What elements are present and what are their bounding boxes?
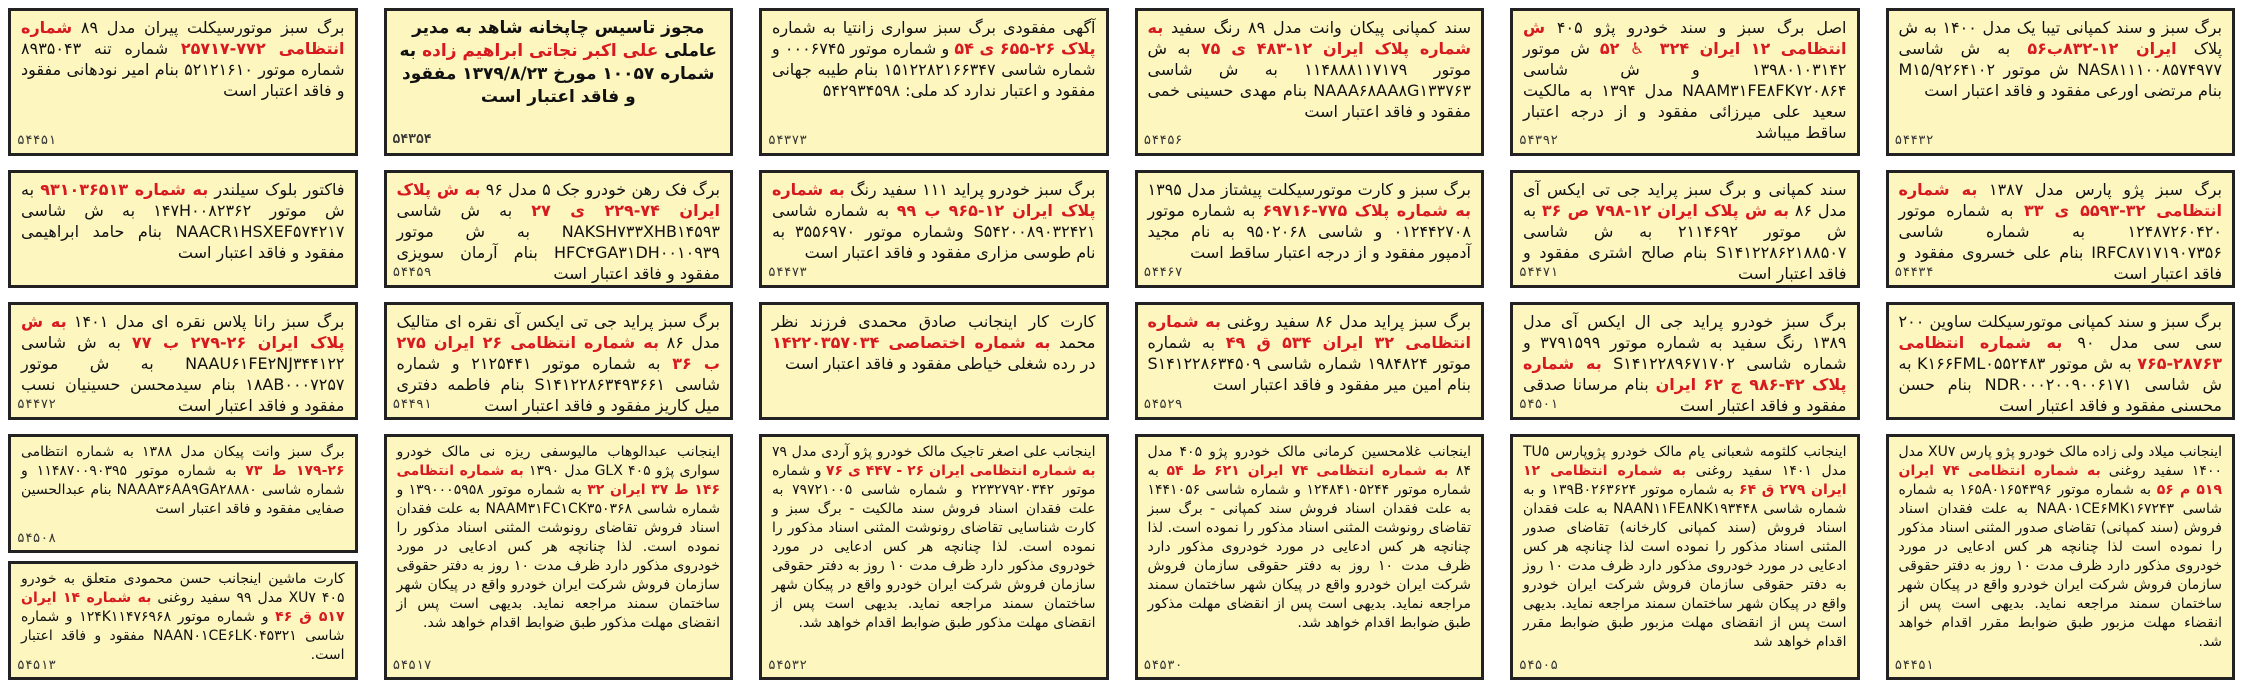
classified-ad [384, 302, 734, 420]
ad-highlight-text: به شماره پلاک ایران ۱۲-۴۸۳ ی ۷۵ [1147, 18, 1471, 58]
classified-ad [759, 170, 1109, 288]
classified-ad [1510, 8, 1860, 156]
ad-body-text: اینجانب علی اصغر تاجیک مالک خودرو پژو آردی مدل ۷۹ [772, 444, 1096, 460]
classified-ad [1135, 8, 1485, 156]
ad-cell [759, 302, 1109, 420]
ad-cell [384, 434, 734, 680]
classified-ad [1886, 434, 2236, 680]
ad-body-text: کارت کار اینجانب صادق محمدی فرزند نظر محمد [772, 312, 1096, 352]
ad-code: ۵۴۵۲۹ [1143, 397, 1183, 412]
classified-ad [8, 561, 358, 680]
ad-cell [384, 170, 734, 288]
ad-cell [8, 434, 358, 680]
ad-body-text: اینجانب کلثومه شعبانی یام مالک خودرو پژوپارس TU۵ مدل ۱۴۰۱ سفید روغنی [1523, 444, 1847, 479]
ad-cell [1886, 170, 2236, 288]
ad-highlight-text: علی اکبر نجاتی ابراهیم زاده [422, 41, 659, 61]
classified-ad [8, 170, 358, 288]
ad-cell [1135, 302, 1485, 420]
ad-cell [1886, 434, 2236, 680]
ad-cell [8, 8, 358, 156]
ad-highlight-text: به شماره انتظامی ۷۴ ایران ۵۱۹ م ۵۶ [1898, 463, 2222, 498]
ad-body-text: آگهی مفقودی برگ سبز سواری زانتیا به شماره [772, 18, 1096, 37]
ad-cell [8, 302, 358, 420]
ad-highlight-text: ش انتظامی ۱۲ ایران ۳۲۴ ♿ ۵۲ [1523, 18, 1847, 58]
ad-body-text: اینجانب میلاد ولی زاده مالک خودرو پژو پارس XU۷ مدل ۱۴۰۰ سفید روغنی [1898, 444, 2222, 479]
ad-highlight-text: به شماره پلاک ۴۲-۹۸۶ ج ۶۲ ایران [1523, 354, 1847, 394]
ad-cell [759, 170, 1109, 288]
classified-ad [1510, 434, 1860, 680]
ad-body-text: اصل برگ سبز و سند خودرو پژو ۴۰۵ [1545, 18, 1847, 37]
ad-body-text: برگ سبز پژو پارس مدل ۱۳۸۷ [1977, 180, 2223, 199]
classified-ad [759, 302, 1109, 420]
ad-body-text: به ش موتور ۲۱۱۴۶۹۲ به ش شاسی S۱۴۱۲۲۸۶۲۱۸۸۵۰۷ بنام صالح اشتری مفقود و فاقد اعتبار است [1523, 201, 1847, 283]
ad-body-text: به شماره موتور ۱۹۸۴۸۲۴ شماره شاسی S۱۴۱۲۲۸۶۳۴۵۰۹ بنام امین میر مفقود و فاقد اعتبار است [1147, 333, 1471, 394]
ad-body-text: شماره تنه ۸۹۳۵۰۴۳ شماره موتور ۵۲۱۲۱۶۱۰ بنام امیر نودهانی مفقود و فاقد اعتبار است [21, 39, 345, 100]
ad-code: ۵۴۵۰۱ [1519, 397, 1559, 412]
classified-ad [1510, 170, 1860, 288]
ad-body-text: مجوز تاسیس چاپخانه شاهد به مدیر عاملی [412, 18, 718, 61]
ad-body-text: برگ سبز و کارت موتورسیکلت پیشتاز مدل ۱۳۹۵ [1147, 180, 1471, 199]
ad-cell [759, 434, 1109, 680]
classified-ad [384, 170, 734, 288]
ad-body-text: به شماره موتور ۲۱۲۵۴۴۱ و شماره شاسی S۱۴۱۲۲۸۶۳۴۹۳۶۶۱ بنام فاطمه دفتری میل کاریز مفقود و فاقد اعتبار است [396, 354, 720, 415]
ad-body-text: برگ فک رهن خودرو جک ۵ مدل ۹۶ [480, 180, 720, 199]
ad-body-text: برگ سبز پراید مدل ۸۶ سفید روغنی [1220, 312, 1471, 331]
ad-cell [384, 302, 734, 420]
ad-body-text: سند کمپانی پیکان وانت مدل ۸۹ رنگ سفید [1163, 18, 1472, 37]
ad-highlight-text: شماره انتظامی ۷۷۲-۲۵۷۱۷ [21, 18, 345, 58]
ad-code: ۵۴۴۵۱ [17, 133, 57, 148]
ad-code: ۵۴۴۹۱ [392, 397, 432, 412]
ad-body-text: برگ سبز پراید جی تی ایکس آی نقره ای متالیک مدل ۸۶ [396, 312, 721, 352]
classified-ad [8, 302, 358, 420]
ad-body-text: سند کمپانی و برگ سبز پراید جی تی ایکس آی مدل ۸۶ [1523, 180, 1847, 220]
ad-body-text: برگ سبز موتورسیکلت پیران مدل ۸۹ [72, 18, 345, 37]
ad-body-text: به ش موتور K۱۶۶FML۰۵۵۲۴۸۳ به ش شاسی NDR۰۰۰۲۰۰۹۰۰۶۱۷۱ بنام حسن محسنی مفقود و فاقد اعتبار است [1898, 354, 2222, 415]
ad-code: ۵۴۴۷۱ [1519, 265, 1559, 280]
ad-highlight-text: به شماره پلاک ایران ۱۲-۹۶۵ ب ۹۹ [772, 180, 1096, 220]
ad-body-text: به شماره موتور ۰۱۲۴۴۲۷۰۸ و شاسی ۹۵۰۲۰۶۸ به نام مجید آدمپور مفقود و از درجه اعتبار ساقط است [1147, 201, 1471, 262]
ad-highlight-text: به شماره اختصاصی ۱۴۲۲۰۳۵۷۰۳۴ [772, 333, 1051, 352]
ad-highlight-text: به شماره ۱۴ ایران ۵۱۷ ق ۴۶ [21, 590, 345, 625]
ad-body-text: کارت ماشین اینجانب حسن محمودی متعلق به خودرو XU۷ ۴۰۵ مدل ۹۹ سفید روغنی [21, 571, 345, 606]
ad-code: ۵۴۵۳۲ [768, 658, 808, 673]
ad-code: ۵۴۴۳۴ [1894, 265, 1934, 280]
classified-ad [8, 434, 358, 553]
ad-highlight-text: به ش پلاک ایران ۲۶-۲۷۹ ب ۷۷ [21, 312, 345, 352]
ad-body-text: در رده شغلی خیاطی مفقود و فاقد اعتبار است [785, 354, 1096, 373]
classified-ad [1135, 434, 1485, 680]
ad-body-text: ش موتور ۱۳۹۸۰۱۰۳۱۴۲ و ش شاسی NAAM۳۱FE۸FK۷۲۰۸۶۴ مدل ۱۳۹۴ به مالکیت سعید علی میرزائی مفقود و از درجه اعتبار ساقط میباشد [1523, 39, 1847, 142]
ad-highlight-text: ۲۶-۱۷۹ ط ۷۳ [245, 463, 345, 479]
classified-ad [1510, 302, 1860, 420]
ad-code: ۵۴۳۹۲ [1519, 133, 1559, 148]
ads-grid [8, 8, 2235, 680]
ad-code: ۵۴۵۱۷ [392, 658, 432, 673]
ad-code: ۵۴۵۳۰ [1143, 658, 1183, 673]
ad-body-text: و شماره موتور ۲۲۳۲۷۹۲۰۳۴۲ و شماره شاسی ۷۹۷۲۱۰۰۵ به علت فقدان اسناد فروش سند مالکیت - برگ سبز و کارت شناسایی تقاضای رونوشت المثنی اسناد مذکور را نموده است. لذا چنانچه هر کس ادعایی در مورد خودروی مذکور دارد ظرف مدت ۱۰ روز به دفتر حقوقی سازمان فروش شرکت ایران خودرو واقع در پیکان شهر ساختمان سمند مراجعه نماید. بدیهی است پس از انقضای مهلت مذکور طبق ضوابط اقدام خواهد شد. [772, 463, 1096, 631]
ad-code: ۵۴۳۵۴ [392, 132, 432, 147]
ad-code: ۵۴۴۶۷ [1143, 265, 1183, 280]
ad-cell [759, 8, 1109, 156]
ad-code: ۵۴۵۰۸ [17, 531, 57, 546]
ad-code: ۵۴۵۰۵ [1519, 658, 1559, 673]
ad-highlight-text: به شماره انتظامی ۱۴۶ ط ۳۷ ایران ۳۲ [396, 463, 720, 498]
classified-ad [1135, 170, 1485, 288]
classified-ad [384, 434, 734, 680]
ad-body-text: و شماره موتور ۱۲۴K۱۱۴۷۶۹۶۸ و شماره شاسی NAAN۰۱CE۶LK۰۴۵۳۲۱ مفقود و فاقد اعتبار است. [21, 609, 345, 663]
ad-body-text: برگ سبز وانت پیکان مدل ۱۳۸۸ به شماره انتظامی [21, 444, 345, 460]
classified-ad [759, 8, 1109, 156]
ad-body-text: برگ سبز و سند کمپانی تیبا یک مدل ۱۴۰۰ به ش پلاک [1898, 18, 2223, 58]
ad-cell [1886, 302, 2236, 420]
ad-highlight-text: پلاک ۲۶-۶۵۵ ی ۵۴ [954, 39, 1096, 58]
classified-ad [1886, 170, 2236, 288]
ad-body-text: اینجانب عبدالوهاب مالیوسفی ریزه نی مالک خودرو سواری پژو ۴۰۵ GLX مدل ۱۳۹۰ [396, 444, 721, 479]
ad-cell [1510, 434, 1860, 680]
ad-body-text: به ش شاسی NAKSH۷۳۳XHB۱۴۵۹۳ به ش موتور HFC۴GA۳۱DH۰۰۱۰۹۳۹ بنام آرمان سویزی مفقود و فاقد اعتبار است [396, 201, 720, 283]
ad-code: ۵۴۴۳۲ [1894, 133, 1934, 148]
classified-ad [1886, 8, 2236, 156]
ad-body-text: به شماره موتور ۱۳۹۰۰۰۵۹۵۸ و شماره شاسی NAAM۳۱FC۱CK۳۵۰۳۶۸ به علت فقدان اسناد فروش تقاضای رونوشت المثنی اسناد مذکور را نموده است. لذا چنانچه هر کس ادعایی در مورد خودروی مذکور دارد ظرف مدت ۱۰ روز به دفتر حقوقی سازمان فروش شرکت ایران خودرو واقع در پیکان شهر ساختمان سمند مراجعه نماید. بدیهی است پس از انقضای مهلت مذکور طبق ضوابط اقدام خواهد شد. [396, 482, 720, 631]
classified-ad [8, 8, 358, 156]
ad-body-text: و شماره موتور ۰۰۰۶۷۴۵ و شماره شاسی ۱۵۱۲۲۸۲۱۶۶۳۴۷ بنام طیبه جهانی مفقود و اعتبار ندارد کد ملی: ۵۴۲۹۳۴۵۹۸ [772, 39, 1096, 100]
ad-cell [1135, 170, 1485, 288]
ad-body-text: به ش موتور ۱۱۴۸۸۸۱۱۷۱۷۹ به ش شاسی NAAA۶۸AA۸G۱۳۳۷۶۳ بنام مهدی حسینی خمی مفقود و فاقد اعتبار است [1147, 39, 1471, 121]
ad-code: ۵۴۴۵۶ [1143, 133, 1183, 148]
ad-cell [1510, 8, 1860, 156]
ad-body-text: برگ سبز و سند کمپانی موتورسیکلت ساوین ۲۰۰ سی سی مدل ۹۰ [1898, 312, 2222, 352]
ad-code: ۵۴۴۵۹ [392, 265, 432, 280]
ad-body-text: به شماره ۱۰۰۵۷ مورخ ۱۳۷۹/۸/۲۳ مفقود و فاقد اعتبار است [399, 41, 715, 107]
ad-body-text: به شماره موتور ۱۱۴۸۷۰۰۹۰۳۹۵ و شماره شاسی NAAA۳۶AA۹GA۲۸۸۸۰ بنام عبدالحسین صفایی مفقود و فاقد اعتبار است [21, 463, 345, 517]
ad-code: ۵۴۳۷۳ [768, 133, 808, 148]
ad-body-text: به شماره موتور ۱۲۴۸۷۲۶۰۴۲۰ به شماره شاسی IRFC۸۷۱۷۱۹۰۷۳۵۶ بنام علی خسروی مفقود و فاقد اعتبار است [1898, 201, 2222, 283]
classified-ad [1135, 302, 1485, 420]
ad-cell [1510, 170, 1860, 288]
ad-highlight-text: ایران ۱۲-۸۳۲ب۵۶ [2027, 39, 2177, 58]
ad-highlight-text: به شماره ۹۳۱۰۳۶۵۱۳ [40, 180, 209, 199]
ad-highlight-text: به شماره انتظامی ۷۴ ایران ۶۲۱ ط ۵۴ [1166, 463, 1449, 479]
ad-cell [1886, 8, 2236, 156]
classified-ad [384, 8, 734, 156]
ad-body-text: به شماره شاسی S۵۴۲۰۰۸۹۰۳۲۴۲۱ وشماره موتور ۳۵۵۶۹۷۰ به نام طوسی مزاری مفقود و فاقد اعتبار است [772, 201, 1096, 262]
ad-highlight-text: به ش پلاک ایران ۱۲-۷۹۸ ص ۳۶ [1541, 201, 1790, 220]
ad-cell [8, 170, 358, 288]
ad-body-text: بنام مرسانا صدقی مفقود و فاقد اعتبار است [1523, 375, 1847, 415]
ad-highlight-text: به ش پلاک ایران ۷۴-۲۲۹ ی ۲۷ [396, 180, 721, 220]
ad-body-text: به شماره موتور ۱۶۵A۰۱۶۵۴۳۹۶ به شماره شاسی NAA۰۱CE۶MK۱۶۷۲۴۳ به علت فقدان اسناد فروش (سند کمپانی) تقاضای صدور المثنی اسناد مذکور را نموده است لذا چنانچه هر کس ادعایی در مورد خودروی مذکور دارد ظرف مدت ۱۰ روز به دفتر حقوقی سازمان فروش شرکت ایران خودرو واقع در پیکان شهر ساختمان سمند مراجعه نماید. بدیهی است پس از انقضاء مهلت مزبور طبق ضوابط مقرر اقدام خواهد شد. [1898, 482, 2222, 650]
ad-cell [1510, 302, 1860, 420]
ad-body-text: به شماره موتور ۱۳۹B۰۲۶۳۶۲۴ و به شماره شاسی NAAN۱۱FE۸NK۱۹۳۴۴۸ به علت فقدان اسناد فروش (سند کمپانی کارخانه) تقاضای صدور المثنی اسناد مذکور را نموده است لذا چنانچه هر کس ادعایی در مورد خودروی مذکور دارد ظرف مدت ۱۰ روز به دفتر حقوقی سازمان فروش شرکت ایران خودرو واقع در پیکان شهر ساختمان سمند مراجعه نماید. بدیهی است پس از انقضای مهلت مزبور طبق ضوابط مقرر اقدام خواهد شد [1523, 482, 1847, 650]
ad-cell [1135, 8, 1485, 156]
ad-code: ۵۴۴۷۳ [768, 265, 808, 280]
ad-highlight-text: به شماره انتظامی ۱۲ ایران ۲۷۹ ق ۶۴ [1523, 463, 1847, 498]
classified-ad [1886, 302, 2236, 420]
ad-body-text: به ش شاسی NAS۸۱۱۱۰۰۸۵۷۴۹۷۷ ش موتور M۱۵/۹۲۶۴۱۰۲ بنام مرتضی اورعی مفقود و فاقد اعتبار است [1898, 39, 2222, 100]
ad-highlight-text: به شماره انتظامی ۲۸۷۶۳-۷۶۵ [1898, 333, 2222, 373]
ad-highlight-text: به شماره انتظامی ایران ۲۶ - ۴۴۷ ی ۷۶ [825, 463, 1096, 479]
ad-cell [384, 8, 734, 156]
ad-body-text: فاکتور بلوک سیلندر [208, 180, 345, 199]
ad-highlight-text: به شماره انتظامی ۳۲-۵۵۹۳ ی ۳۳ [1898, 180, 2223, 220]
ad-cell [1135, 434, 1485, 680]
ad-body-text: برگ سبز رانا پلاس نقره ای مدل ۱۴۰۱ [66, 312, 345, 331]
classified-ad [759, 434, 1109, 680]
ad-body-text: برگ سبز خودرو پراید جی ال ایکس آی مدل ۱۳۸۹ رنگ سفید به شماره موتور ۳۷۹۱۵۹۹ و شماره شاسی S۱۴۱۲۲۸۹۶۷۱۷۰۲ [1523, 312, 1847, 373]
ad-code: ۵۴۵۱۳ [17, 658, 57, 673]
ad-highlight-text: به شماره پلاک ۷۷۵-۶۹۷۱۶ [1262, 201, 1471, 220]
ad-code: ۵۴۴۷۲ [17, 397, 57, 412]
ad-body-text: اینجانب غلامحسین کرمانی مالک خودرو پژو ۴۰۵ مدل ۸۴ [1147, 444, 1471, 479]
ad-body-text: به شماره موتور ۱۲۴۸۴۱۰۵۲۴۴ و شماره شاسی ۱۴۴۱۰۵۶ به علت فقدان اسناد فروش سند کمپانی - برگ سبز تقاضای رونوشت المثنی اسناد مذکور را نموده است. لذا چنانچه هر کس ادعایی در مورد خودروی مذکور دارد ظرف مدت ۱۰ روز به دفتر حقوقی سازمان فروش شرکت ایران خودرو واقع در پیکان شهر ساختمان سمند مراجعه نماید. بدیهی است پس از انقضای مهلت مذکور طبق ضوابط اقدام خواهد شد. [1147, 463, 1471, 631]
ad-highlight-text: به شماره انتظامی ۳۲ ایران ۵۳۴ ق ۴۹ [1147, 312, 1472, 352]
ad-highlight-text: به شماره انتظامی ۲۶ ایران ۲۷۵ ب ۳۶ [396, 333, 720, 373]
ad-body-text: برگ سبز خودرو پراید ۱۱۱ سفید رنگ [844, 180, 1096, 199]
ad-body-text: به ش شاسی NAAU۶۱FE۲NJ۳۴۴۱۲۲ به ش موتور ۱۸AB۰۰۰۷۲۵۷ بنام سیدمحسن حسینیان نسب مفقود و فاقد اعتبار است [21, 333, 345, 415]
ad-body-text: به ش موتور ۱۴۷H۰۰۸۲۳۶۲ به ش شاسی NAACR۱HSXEF۵۷۴۲۱۷ بنام حامد ابراهیمی مفقود و فاقد اعتبار است [21, 180, 345, 262]
ad-code: ۵۴۴۵۱ [1894, 658, 1934, 673]
